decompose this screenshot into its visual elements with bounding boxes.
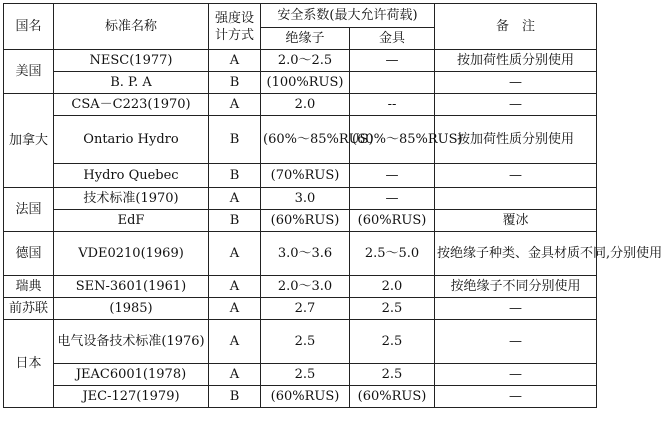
country-ussr: 前苏联 <box>4 298 54 320</box>
country-sweden: 瑞典 <box>4 276 54 298</box>
table-row <box>4 386 597 408</box>
insulator-cell: 3.0～3.6 <box>261 232 350 276</box>
table-row <box>4 116 597 164</box>
table-row <box>4 188 597 210</box>
table-row <box>4 72 597 94</box>
insulator-cell: 2.0 <box>261 94 350 116</box>
table-row <box>4 164 597 188</box>
fitting-cell: 2.0 <box>350 276 435 298</box>
insulator-cell: 2.5 <box>261 320 350 364</box>
standard-cell: (1985) <box>54 298 209 320</box>
header-country: 国名 <box>4 4 54 50</box>
country-japan: 日本 <box>4 320 54 408</box>
method-cell: A <box>209 364 261 386</box>
insulator-cell: (60%～85%RUS) <box>261 116 350 164</box>
remark-cell: — <box>435 386 597 408</box>
method-cell: A <box>209 276 261 298</box>
remark-cell: 覆冰 <box>435 210 597 232</box>
header-design-method-line1: 强度设 <box>214 10 254 26</box>
fitting-cell: 2.5 <box>350 320 435 364</box>
table-row <box>4 50 597 72</box>
method-cell: A <box>209 188 261 210</box>
remark-cell <box>435 188 597 210</box>
header-insulator: 绝缘子 <box>261 28 350 50</box>
country-germany: 德国 <box>4 232 54 276</box>
standard-cell: CSA－C223(1970) <box>54 94 209 116</box>
safety-factor-table <box>3 3 662 408</box>
remark-cell: — <box>435 94 597 116</box>
country-canada: 加拿大 <box>4 94 54 188</box>
fitting-cell: -- <box>350 94 435 116</box>
standard-cell: B. P. A <box>54 72 209 94</box>
fitting-cell: — <box>350 188 435 210</box>
table-row <box>4 298 597 320</box>
table-row <box>4 320 597 364</box>
table-row <box>4 210 597 232</box>
table-row <box>4 232 597 276</box>
method-cell: B <box>209 164 261 188</box>
fitting-cell: (60%RUS) <box>350 210 435 232</box>
header-design-method <box>209 4 261 50</box>
fitting-cell: — <box>350 164 435 188</box>
standard-cell: Ontario Hydro <box>54 116 209 164</box>
country-france: 法国 <box>4 188 54 232</box>
country-usa: 美国 <box>4 50 54 94</box>
fitting-cell: (60%～85%RUS) <box>350 116 435 164</box>
insulator-cell: 2.0～2.5 <box>261 50 350 72</box>
method-cell: A <box>209 320 261 364</box>
fitting-cell: (60%RUS) <box>350 386 435 408</box>
remark-cell: — <box>435 298 597 320</box>
remark-cell: 按加荷性质分别使用 <box>435 116 597 164</box>
header-remarks: 备 注 <box>435 4 597 50</box>
fitting-cell: — <box>350 50 435 72</box>
standard-cell: 电气设备技术标准(1976) <box>54 320 209 364</box>
header-row-1 <box>4 4 597 28</box>
remark-cell: 按加荷性质分别使用 <box>435 50 597 72</box>
fitting-cell: 2.5 <box>350 364 435 386</box>
standard-cell: JEAC6001(1978) <box>54 364 209 386</box>
remark-cell: — <box>435 72 597 94</box>
method-cell: A <box>209 298 261 320</box>
insulator-cell: 2.7 <box>261 298 350 320</box>
standard-cell: 技术标准(1970) <box>54 188 209 210</box>
method-cell: A <box>209 232 261 276</box>
remark-cell: 按绝缘子不同分别使用 <box>435 276 597 298</box>
header-safety-factor: 安全系数(最大允许荷载) <box>261 4 435 28</box>
method-cell: B <box>209 72 261 94</box>
method-cell: A <box>209 94 261 116</box>
insulator-cell: (60%RUS) <box>261 210 350 232</box>
remark-cell: 按绝缘子种类、金具材质不同,分别使用 <box>435 232 597 276</box>
standard-cell: JEC-127(1979) <box>54 386 209 408</box>
remark-cell: — <box>435 364 597 386</box>
standard-cell: EdF <box>54 210 209 232</box>
table-row <box>4 94 597 116</box>
method-cell: B <box>209 210 261 232</box>
method-cell: A <box>209 50 261 72</box>
fitting-cell: 2.5～5.0 <box>350 232 435 276</box>
fitting-cell: 2.5 <box>350 298 435 320</box>
fitting-cell <box>350 72 435 94</box>
header-design-method-line2: 计方式 <box>214 27 254 43</box>
insulator-cell: (100%RUS) <box>261 72 350 94</box>
header-fitting: 金具 <box>350 28 435 50</box>
standard-cell: VDE0210(1969) <box>54 232 209 276</box>
method-cell: B <box>209 386 261 408</box>
remark-cell: — <box>435 320 597 364</box>
standard-cell: NESC(1977) <box>54 50 209 72</box>
insulator-cell: 2.0～3.0 <box>261 276 350 298</box>
insulator-cell: 2.5 <box>261 364 350 386</box>
insulator-cell: (60%RUS) <box>261 386 350 408</box>
standard-cell: SEN-3601(1961) <box>54 276 209 298</box>
standard-cell: Hydro Quebec <box>54 164 209 188</box>
insulator-cell: 3.0 <box>261 188 350 210</box>
remark-cell: — <box>435 164 597 188</box>
method-cell: B <box>209 116 261 164</box>
table-row <box>4 276 597 298</box>
header-standard-name: 标准名称 <box>54 4 209 50</box>
table-row <box>4 364 597 386</box>
insulator-cell: (70%RUS) <box>261 164 350 188</box>
